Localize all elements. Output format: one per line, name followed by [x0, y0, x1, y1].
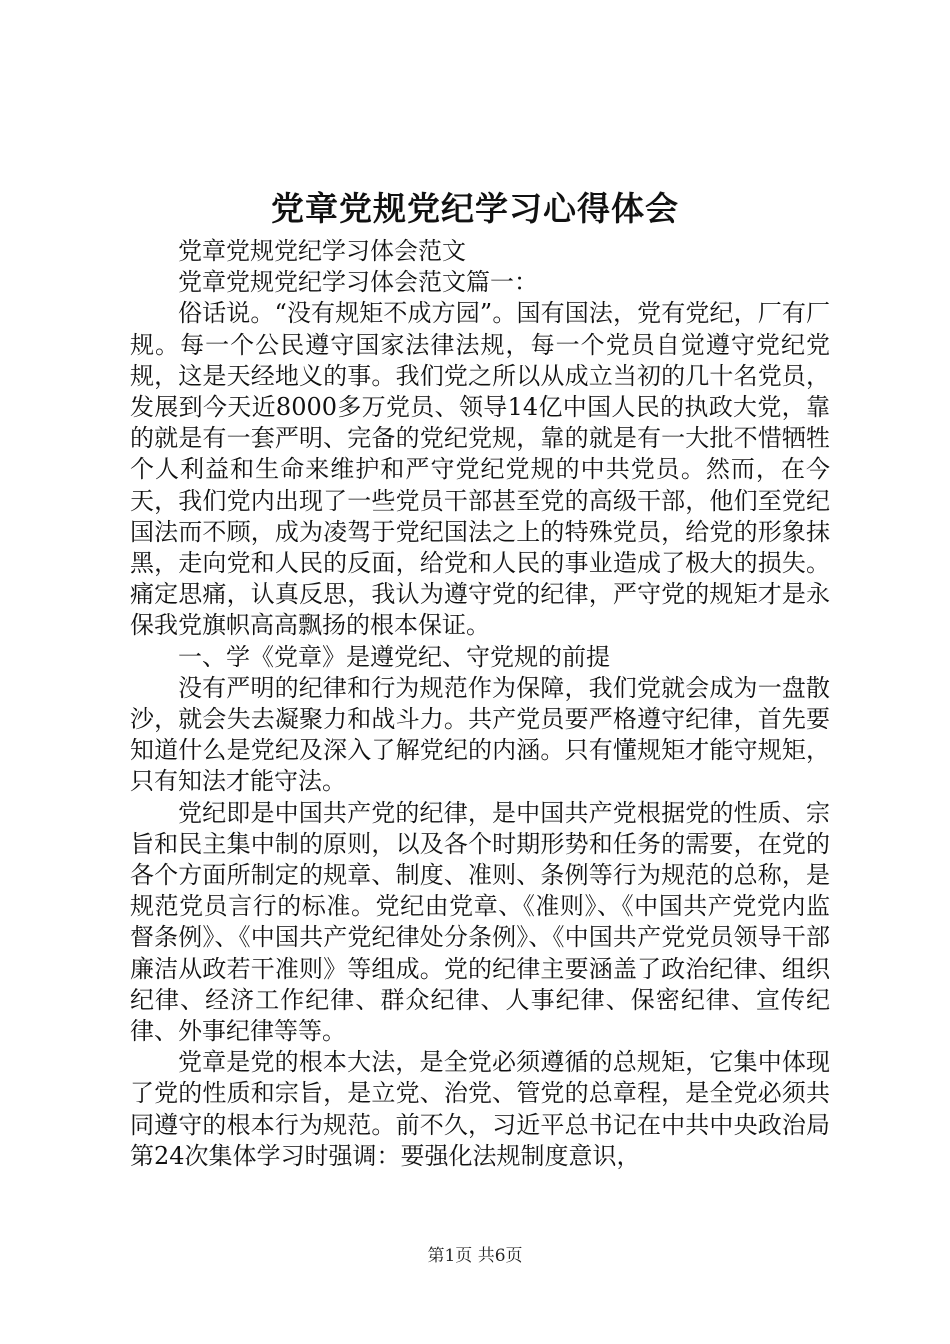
body-paragraph: 没有严明的纪律和行为规范作为保障，我们党就会成为一盘散沙，就会失去凝聚力和战斗力。共产党员要严格遵守纪律，首先要知道什么是党纪及深入了解党纪的内涵。只有懂规矩才能守规矩，只有知法才能守法。: [130, 673, 830, 796]
document-title: 党章党规党纪学习心得体会: [271, 189, 679, 228]
body-paragraph: 党章是党的根本大法，是全党必须遵循的总规矩，它集中体现了党的性质和宗旨，是立党、治党、管党的总章程，是全党必须共同遵守的根本行为规范。前不久，习近平总书记在中共中央政治局第24次集体学习时强调：要强化法规制度意识，: [130, 1048, 830, 1170]
page-number-footer: 第1页 共6页: [427, 1246, 523, 1266]
section-heading-paragraph: 一、学《党章》是遵党纪、守党规的前提: [178, 642, 610, 671]
section-heading-paragraph: 党章党规党纪学习体会范文篇一：: [178, 268, 538, 297]
subtitle-paragraph: 党章党规党纪学习体会范文: [178, 237, 466, 265]
body-paragraph: 党纪即是中国共产党的纪律，是中国共产党根据党的性质、宗旨和民主集中制的原则，以及各个时期形势和任务的需要，在党的各个方面所制定的规章、制度、准则、条例等行为规范的总称，是规范党员言行的标准。党纪由党章、《准则》、《中国共产党党内监督条例》、《中国共产党纪律处分条例》、《中国共产党党员领导干部廉洁从政若干准则》等组成。党的纪律主要涵盖了政治纪律、组织纪律、经济工作纪律、群众纪律、人事纪律、保密纪律、宣传纪律、外事纪律等等。: [130, 798, 830, 1046]
body-paragraph: 俗话说。“没有规矩不成方园”。国有国法，党有党纪，厂有厂规。每一个公民遵守国家法律法规，每一个党员自觉遵守党纪党规，这是天经地义的事。我们党之所以从成立当初的几十名党员，发展到今天近8000多万党员、领导14亿中国人民的执政大党，靠的就是有一套严明、完备的党纪党规，靠的就是有一大批不惜牺牲个人利益和生命来维护和严守党纪党规的中共党员。然而，在今天，我们党内出现了一些党员干部甚至党的高级干部，他们至党纪国法而不顾，成为凌驾于党纪国法之上的特殊党员，给党的形象抹黑，走向党和人民的反面，给党和人民的事业造成了极大的损失。痛定思痛，认真反思，我认为遵守党的纪律，严守党的规矩才是永保我党旗帜高高飘扬的根本保证。: [130, 299, 830, 640]
document-body: [130, 236, 830, 1172]
